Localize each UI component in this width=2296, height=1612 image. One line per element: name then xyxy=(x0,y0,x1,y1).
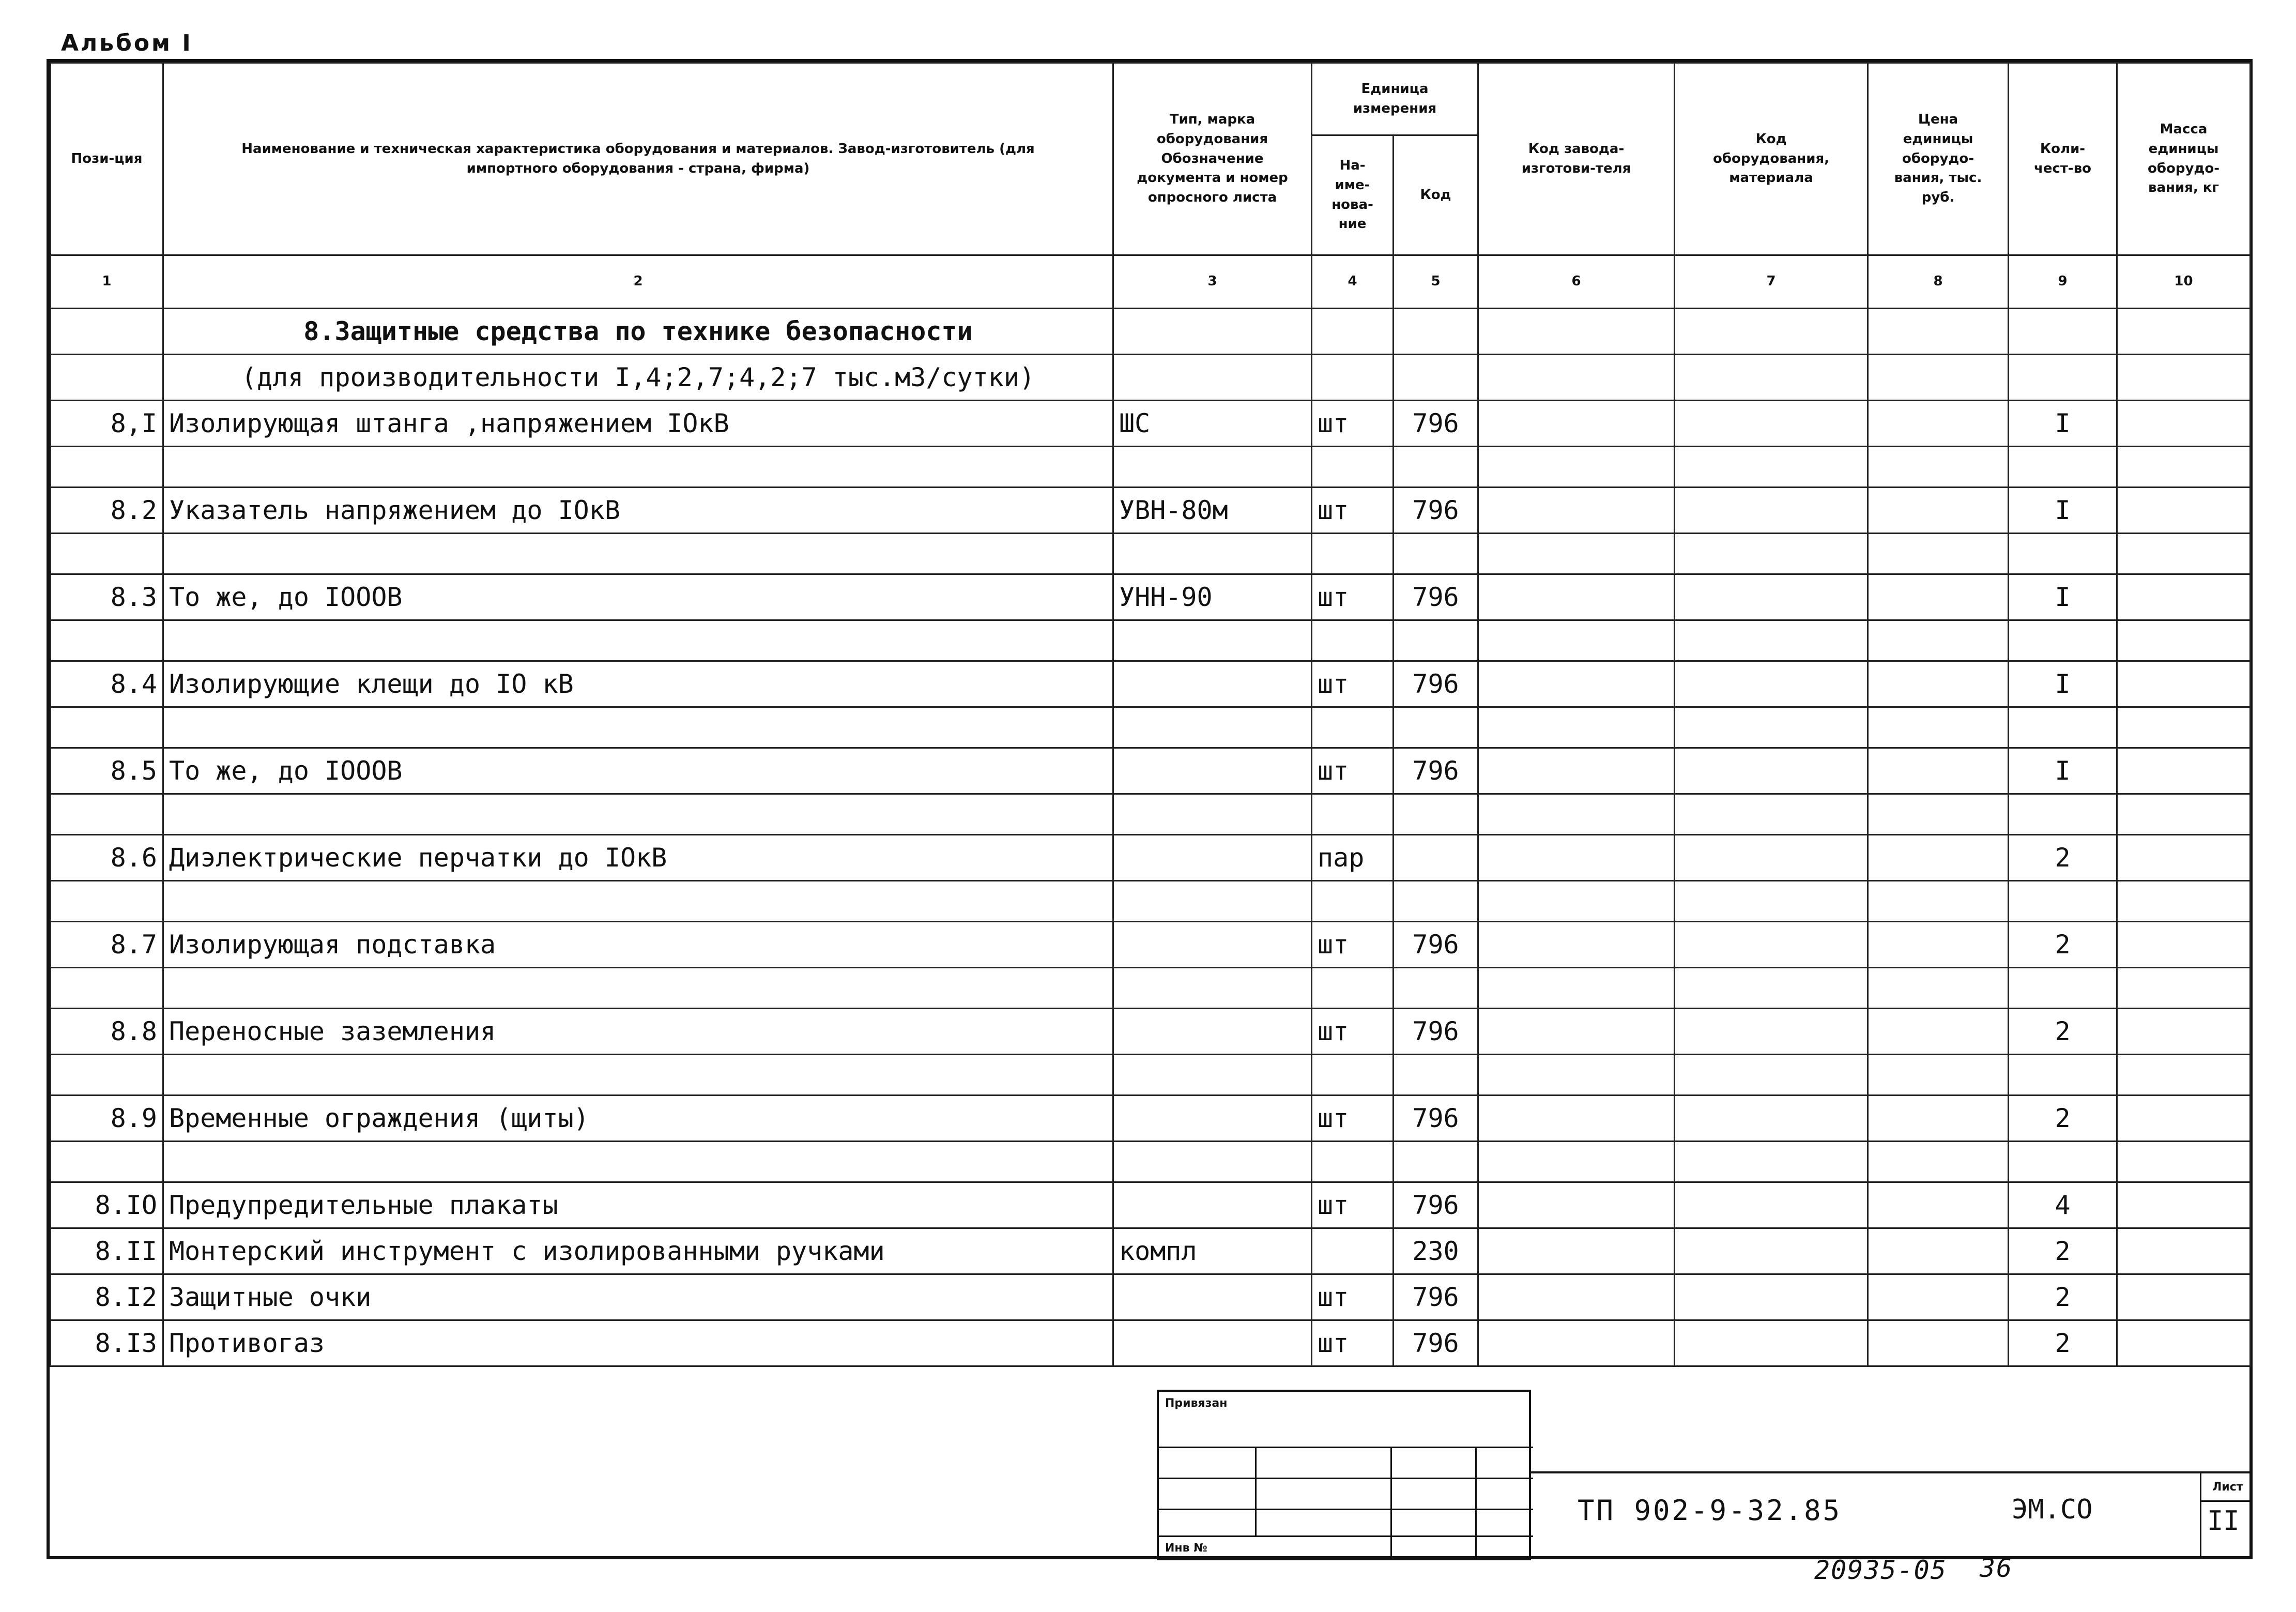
spacer-row xyxy=(51,707,2251,748)
cell-empty xyxy=(163,968,1113,1009)
cell-qty: 2 xyxy=(2009,1096,2117,1142)
cell-type xyxy=(1113,661,1312,707)
cell-empty xyxy=(1312,881,1394,922)
cell-empty xyxy=(1675,1055,1868,1096)
cell-empty xyxy=(163,1055,1113,1096)
spacer-row xyxy=(51,794,2251,835)
cell-unit: шт xyxy=(1312,1182,1394,1228)
cell-equipment-code xyxy=(1675,1228,1868,1274)
cell-mass xyxy=(2117,1228,2251,1274)
cell-empty xyxy=(1312,968,1394,1009)
cell-equipment-code xyxy=(1675,1274,1868,1320)
cell-type xyxy=(1113,1009,1312,1055)
header-unit-group: Единица измерения xyxy=(1312,63,1478,135)
cell-empty xyxy=(2117,355,2251,401)
project-code: ТП 902-9-32.85 xyxy=(1578,1494,1842,1527)
table-row xyxy=(51,401,2251,447)
cell-empty xyxy=(2117,447,2251,488)
cell-empty xyxy=(1478,355,1675,401)
table-row xyxy=(51,1182,2251,1228)
table-row xyxy=(51,661,2251,707)
cell-code: 230 xyxy=(1394,1228,1478,1274)
table-row xyxy=(51,1320,2251,1366)
cell-qty: I xyxy=(2009,488,2117,534)
cell-empty xyxy=(1478,968,1675,1009)
cell-type xyxy=(1113,1320,1312,1366)
header-qty: Коли-чест-во xyxy=(2009,63,2117,255)
spacer-row xyxy=(51,1142,2251,1182)
cell-type: ШС xyxy=(1113,401,1312,447)
cell-maker-code xyxy=(1478,574,1675,620)
page-number: 36 xyxy=(1980,1553,2013,1583)
cell-empty xyxy=(2009,881,2117,922)
cell-name: Изолирующая штанга ,напряжением IOкВ xyxy=(163,401,1113,447)
cell-position: 8,I xyxy=(51,401,163,447)
cell-empty xyxy=(1868,355,2009,401)
cell-name: Указатель напряжением до IOкВ xyxy=(163,488,1113,534)
spacer-row xyxy=(51,881,2251,922)
spacer-row xyxy=(51,534,2251,574)
cell-empty xyxy=(1113,534,1312,574)
column-number: 3 xyxy=(1113,255,1312,309)
cell-empty xyxy=(2117,794,2251,835)
cell-empty xyxy=(2009,620,2117,661)
spacer-row xyxy=(51,968,2251,1009)
cell-qty: 2 xyxy=(2009,835,2117,881)
cell-name: Изолирующая подставка xyxy=(163,922,1113,968)
header-name: Наименование и техническая характеристика оборудования и материалов. Завод-изготовитель (для импортного оборудования - страна, фирма) xyxy=(163,63,1113,255)
cell-equipment-code xyxy=(1675,488,1868,534)
cell-empty xyxy=(163,447,1113,488)
cell-price xyxy=(1868,1182,2009,1228)
cell-empty xyxy=(1478,794,1675,835)
cell-empty xyxy=(51,881,163,922)
cell-maker-code xyxy=(1478,922,1675,968)
cell-empty xyxy=(2117,881,2251,922)
cell-unit: шт xyxy=(1312,1274,1394,1320)
cell-mass xyxy=(2117,1274,2251,1320)
cell-type: компл xyxy=(1113,1228,1312,1274)
cell-empty xyxy=(1478,707,1675,748)
cell-maker-code xyxy=(1478,401,1675,447)
cell-empty xyxy=(1394,794,1478,835)
cell-maker-code xyxy=(1478,748,1675,794)
table-row xyxy=(51,1096,2251,1142)
cell-code: 796 xyxy=(1394,1096,1478,1142)
cell-unit: шт xyxy=(1312,1009,1394,1055)
cell-name: То же, до IOOOВ xyxy=(163,574,1113,620)
cell-equipment-code xyxy=(1675,1182,1868,1228)
cell-equipment-code xyxy=(1675,835,1868,881)
cell-empty xyxy=(2009,534,2117,574)
cell-empty xyxy=(163,534,1113,574)
cell-code: 796 xyxy=(1394,1182,1478,1228)
cell-empty xyxy=(1394,968,1478,1009)
cell-empty xyxy=(2009,1142,2117,1182)
cell-empty xyxy=(1113,968,1312,1009)
cell-empty xyxy=(1113,355,1312,401)
cell-mass xyxy=(2117,574,2251,620)
cell-empty xyxy=(1675,309,1868,355)
cell-code: 796 xyxy=(1394,401,1478,447)
cell-empty xyxy=(1868,968,2009,1009)
cell-code: 796 xyxy=(1394,1009,1478,1055)
cell-empty xyxy=(1113,1142,1312,1182)
cell-price xyxy=(1868,748,2009,794)
cell-empty xyxy=(1394,881,1478,922)
cell-empty xyxy=(2117,707,2251,748)
cell-price xyxy=(1868,574,2009,620)
table-row xyxy=(51,835,2251,881)
cell-empty xyxy=(1478,1142,1675,1182)
table-row xyxy=(51,922,2251,968)
cell-empty xyxy=(51,447,163,488)
cell-empty xyxy=(163,881,1113,922)
cell-empty xyxy=(51,1055,163,1096)
cell-empty xyxy=(1312,355,1394,401)
cell-price xyxy=(1868,1096,2009,1142)
header-type: Тип, марка оборудования Обозначение документа и номер опросного листа xyxy=(1113,63,1312,255)
cell-empty xyxy=(1868,1055,2009,1096)
cell-empty xyxy=(1675,707,1868,748)
cell-qty: 2 xyxy=(2009,1009,2117,1055)
cell-name: Изолирующие клещи до IO кВ xyxy=(163,661,1113,707)
cell-empty xyxy=(51,707,163,748)
cell-code: 796 xyxy=(1394,748,1478,794)
cell-empty xyxy=(2117,1142,2251,1182)
header-unit-name: На-име-нова-ние xyxy=(1312,135,1394,255)
cell-empty xyxy=(1312,1142,1394,1182)
cell-equipment-code xyxy=(1675,748,1868,794)
inv-number-label: Инв № xyxy=(1165,1542,1207,1555)
cell-position: 8.I2 xyxy=(51,1274,163,1320)
cell-empty xyxy=(1312,534,1394,574)
cell-empty xyxy=(1868,1142,2009,1182)
table-row xyxy=(51,574,2251,620)
column-number: 4 xyxy=(1312,255,1394,309)
cell-empty xyxy=(2009,447,2117,488)
cell-empty xyxy=(1113,794,1312,835)
cell-position: 8.8 xyxy=(51,1009,163,1055)
cell-maker-code xyxy=(1478,835,1675,881)
cell-empty xyxy=(1675,794,1868,835)
cell-empty xyxy=(2009,707,2117,748)
cell-code: 796 xyxy=(1394,488,1478,534)
cell-empty xyxy=(1478,447,1675,488)
header-unit-code: Код xyxy=(1394,135,1478,255)
cell-unit: шт xyxy=(1312,401,1394,447)
header-equipment-code: Код оборудования, материала xyxy=(1675,63,1868,255)
item-rows xyxy=(51,401,2251,1366)
cell-qty: 2 xyxy=(2009,1320,2117,1366)
cell-unit: шт xyxy=(1312,488,1394,534)
cell-code: 796 xyxy=(1394,922,1478,968)
cell-price xyxy=(1868,922,2009,968)
cell-maker-code xyxy=(1478,1320,1675,1366)
cell-qty: 4 xyxy=(2009,1182,2117,1228)
cell-empty xyxy=(1675,968,1868,1009)
cell-type xyxy=(1113,748,1312,794)
cell-name: Диэлектрические перчатки до IOкВ xyxy=(163,835,1113,881)
cell-price xyxy=(1868,1320,2009,1366)
cell-mass xyxy=(2117,922,2251,968)
cell-empty xyxy=(1868,620,2009,661)
cell-qty: I xyxy=(2009,401,2117,447)
cell-empty xyxy=(51,794,163,835)
cell-name: Предупредительные плакаты xyxy=(163,1182,1113,1228)
cell-qty: 2 xyxy=(2009,1228,2117,1274)
spacer-row xyxy=(51,447,2251,488)
order-number: 20935-05 xyxy=(1814,1555,1947,1585)
cell-unit: шт xyxy=(1312,1320,1394,1366)
column-number: 5 xyxy=(1394,255,1478,309)
cell-empty xyxy=(1312,447,1394,488)
attached-label: Привязан xyxy=(1165,1397,1228,1410)
section-title: 8.Защитные средства по технике безопасности xyxy=(163,309,1113,355)
cell-empty xyxy=(1113,447,1312,488)
cell-mass xyxy=(2117,835,2251,881)
cell-code: 796 xyxy=(1394,1274,1478,1320)
cell-type: УНН-90 xyxy=(1113,574,1312,620)
cell-qty: 2 xyxy=(2009,922,2117,968)
cell-empty xyxy=(1113,309,1312,355)
table-row xyxy=(51,748,2251,794)
column-number: 8 xyxy=(1868,255,2009,309)
cell-empty xyxy=(51,1142,163,1182)
cell-position: 8.4 xyxy=(51,661,163,707)
cell-name: Монтерский инструмент с изолированными ручками xyxy=(163,1228,1113,1274)
cell-type xyxy=(1113,835,1312,881)
cell-qty: 2 xyxy=(2009,1274,2117,1320)
cell-empty xyxy=(1312,794,1394,835)
cell-position: 8.7 xyxy=(51,922,163,968)
spacer-row xyxy=(51,1055,2251,1096)
cell-price xyxy=(1868,1228,2009,1274)
cell-maker-code xyxy=(1478,1182,1675,1228)
cell-qty: I xyxy=(2009,661,2117,707)
header-maker-code: Код завода-изготови-теля xyxy=(1478,63,1675,255)
cell-empty xyxy=(1394,309,1478,355)
cell-empty xyxy=(1675,534,1868,574)
cell-unit: шт xyxy=(1312,1096,1394,1142)
cell-mass xyxy=(2117,661,2251,707)
cell-equipment-code xyxy=(1675,1096,1868,1142)
cell-mass xyxy=(2117,748,2251,794)
cell-maker-code xyxy=(1478,1009,1675,1055)
cell-empty xyxy=(1868,447,2009,488)
cell-empty xyxy=(1394,1142,1478,1182)
cell-empty xyxy=(1478,1055,1675,1096)
cell-empty xyxy=(1113,881,1312,922)
cell-maker-code xyxy=(1478,1228,1675,1274)
cell-unit: шт xyxy=(1312,574,1394,620)
header-position: Пози-ция xyxy=(51,63,163,255)
cell-unit: пар xyxy=(1312,835,1394,881)
cell-empty xyxy=(163,620,1113,661)
cell-empty xyxy=(51,355,163,401)
cell-empty xyxy=(1868,309,2009,355)
cell-unit xyxy=(1312,1228,1394,1274)
cell-empty xyxy=(2117,968,2251,1009)
cell-name: Противогаз xyxy=(163,1320,1113,1366)
cell-empty xyxy=(1113,1055,1312,1096)
cell-empty xyxy=(51,968,163,1009)
cell-code: 796 xyxy=(1394,574,1478,620)
cell-position: 8.3 xyxy=(51,574,163,620)
cell-empty xyxy=(1868,707,2009,748)
cell-name: Переносные заземления xyxy=(163,1009,1113,1055)
cell-empty xyxy=(163,1142,1113,1182)
cell-empty xyxy=(2117,1055,2251,1096)
cell-name: Защитные очки xyxy=(163,1274,1113,1320)
cell-mass xyxy=(2117,1009,2251,1055)
cell-empty xyxy=(1675,620,1868,661)
cell-empty xyxy=(51,620,163,661)
specification-table xyxy=(50,62,2251,1367)
cell-price xyxy=(1868,401,2009,447)
cell-unit: шт xyxy=(1312,661,1394,707)
cell-equipment-code xyxy=(1675,574,1868,620)
cell-price xyxy=(1868,1274,2009,1320)
cell-equipment-code xyxy=(1675,661,1868,707)
column-number: 1 xyxy=(51,255,163,309)
header-mass: Масса единицы оборудо-вания, кг xyxy=(2117,63,2251,255)
cell-empty xyxy=(2009,968,2117,1009)
table-row xyxy=(51,488,2251,534)
cell-empty xyxy=(1478,309,1675,355)
cell-empty xyxy=(1394,355,1478,401)
cell-empty xyxy=(1394,620,1478,661)
cell-unit: шт xyxy=(1312,748,1394,794)
cell-equipment-code xyxy=(1675,401,1868,447)
cell-maker-code xyxy=(1478,1274,1675,1320)
cell-type xyxy=(1113,1274,1312,1320)
cell-empty xyxy=(2117,309,2251,355)
column-number: 6 xyxy=(1478,255,1675,309)
cell-empty xyxy=(1312,620,1394,661)
title-block-main xyxy=(1531,1471,2253,1559)
sheet-number: II xyxy=(2207,1505,2240,1537)
cell-empty xyxy=(51,534,163,574)
cell-empty xyxy=(1868,881,2009,922)
cell-empty xyxy=(1478,534,1675,574)
cell-empty xyxy=(2117,620,2251,661)
table-row xyxy=(51,1009,2251,1055)
approval-stamp xyxy=(1157,1390,1531,1560)
cell-type xyxy=(1113,1182,1312,1228)
cell-position: 8.6 xyxy=(51,835,163,881)
cell-mass xyxy=(2117,1096,2251,1142)
cell-name: То же, до IOOOВ xyxy=(163,748,1113,794)
cell-code: 796 xyxy=(1394,661,1478,707)
column-number: 7 xyxy=(1675,255,1868,309)
cell-empty xyxy=(1478,881,1675,922)
cell-code xyxy=(1394,835,1478,881)
table-row xyxy=(51,1228,2251,1274)
cell-type xyxy=(1113,922,1312,968)
cell-mass xyxy=(2117,401,2251,447)
cell-price xyxy=(1868,1009,2009,1055)
cell-empty xyxy=(1675,447,1868,488)
cell-price xyxy=(1868,488,2009,534)
cell-empty xyxy=(163,707,1113,748)
cell-empty xyxy=(1394,1055,1478,1096)
cell-empty xyxy=(163,794,1113,835)
cell-empty xyxy=(1675,1142,1868,1182)
cell-empty xyxy=(51,309,163,355)
cell-empty xyxy=(1312,1055,1394,1096)
header-price: Цена единицы оборудо-вания, тыс. руб. xyxy=(1868,63,2009,255)
cell-unit: шт xyxy=(1312,922,1394,968)
cell-position: 8.I3 xyxy=(51,1320,163,1366)
cell-empty xyxy=(2009,794,2117,835)
sheet-code: ЭМ.СО xyxy=(2012,1494,2093,1525)
cell-empty xyxy=(1675,355,1868,401)
cell-empty xyxy=(1868,534,2009,574)
cell-empty xyxy=(2009,309,2117,355)
cell-empty xyxy=(1113,707,1312,748)
cell-equipment-code xyxy=(1675,1320,1868,1366)
cell-equipment-code xyxy=(1675,1009,1868,1055)
column-number: 2 xyxy=(163,255,1113,309)
cell-position: 8.9 xyxy=(51,1096,163,1142)
cell-empty xyxy=(1394,447,1478,488)
cell-qty: I xyxy=(2009,574,2117,620)
cell-empty xyxy=(2117,534,2251,574)
cell-position: 8.II xyxy=(51,1228,163,1274)
cell-maker-code xyxy=(1478,488,1675,534)
cell-price xyxy=(1868,661,2009,707)
cell-position: 8.2 xyxy=(51,488,163,534)
cell-maker-code xyxy=(1478,1096,1675,1142)
cell-empty xyxy=(1675,881,1868,922)
cell-type xyxy=(1113,1096,1312,1142)
cell-type: УВН-80м xyxy=(1113,488,1312,534)
cell-position: 8.5 xyxy=(51,748,163,794)
table-row xyxy=(51,1274,2251,1320)
album-label: Альбом I xyxy=(61,30,193,56)
section-subtitle: (для производительности I,4;2,7;4,2;7 тыс.м3/сутки) xyxy=(163,355,1113,401)
cell-mass xyxy=(2117,1320,2251,1366)
cell-equipment-code xyxy=(1675,922,1868,968)
cell-empty xyxy=(1394,534,1478,574)
cell-empty xyxy=(1312,309,1394,355)
sheet-label: Лист xyxy=(2212,1481,2243,1494)
cell-position: 8.IO xyxy=(51,1182,163,1228)
cell-price xyxy=(1868,835,2009,881)
cell-empty xyxy=(1868,794,2009,835)
cell-maker-code xyxy=(1478,661,1675,707)
cell-qty: I xyxy=(2009,748,2117,794)
cell-empty xyxy=(1478,620,1675,661)
column-number: 10 xyxy=(2117,255,2251,309)
cell-empty xyxy=(1113,620,1312,661)
column-number: 9 xyxy=(2009,255,2117,309)
cell-empty xyxy=(2009,1055,2117,1096)
cell-empty xyxy=(2009,355,2117,401)
spacer-row xyxy=(51,620,2251,661)
cell-code: 796 xyxy=(1394,1320,1478,1366)
cell-mass xyxy=(2117,1182,2251,1228)
cell-name: Временные ограждения (щиты) xyxy=(163,1096,1113,1142)
cell-empty xyxy=(1312,707,1394,748)
cell-mass xyxy=(2117,488,2251,534)
cell-empty xyxy=(1394,707,1478,748)
